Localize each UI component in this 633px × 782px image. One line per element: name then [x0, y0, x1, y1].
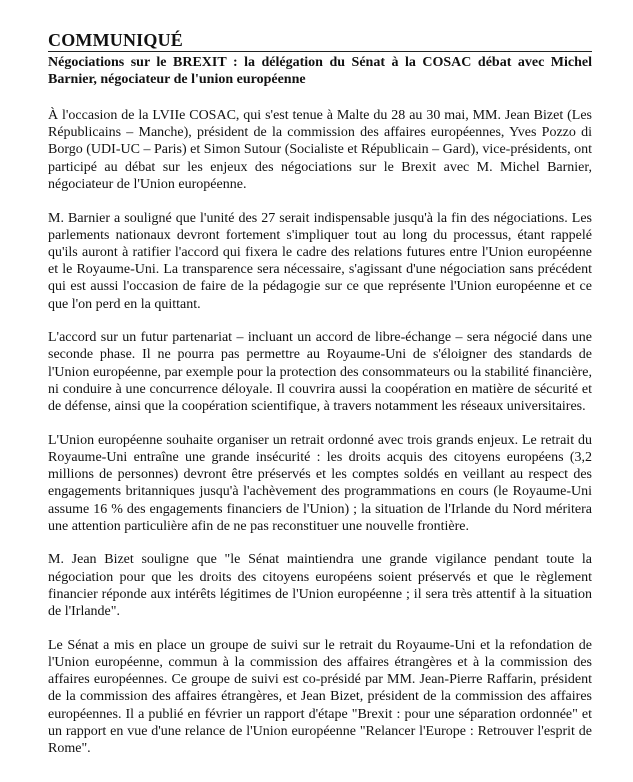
paragraph-follow-up-group: Le Sénat a mis en place un groupe de suivi sur le retrait du Royaume-Uni et la refondation de l'Union européenne, commun à la commission des affaires étrangères et à la commission des affaires européennes. Ce groupe de suivi est co-présidé par MM. Jean-Pierre Raffarin, président de la commission des affaires étrangères, et Jean Bizet, président de la commission des affaires européennes. Il a publié en février un rapport d'étape "Brexit : pour une séparation ordonnée" et un rapport en vue d'une relance de l'Union européenne "Relancer l'Europe : Retrouver l'esprit de Rome".: [48, 637, 592, 756]
document-body: [48, 107, 592, 757]
paragraph-barnier-unity: M. Barnier a souligné que l'unité des 27 serait indispensable jusqu'à la fin des négociations. Les parlements nationaux devront fortement s'impliquer tout au long du processus, étant rappelé qu'ils auront à ratifier l'accord qui fixera le cadre des relations futures entre l'Union européenne et le Royaume-Uni. La transparence sera nécessaire, s'agissant d'une négociation sans précédent qui est aussi l'occasion de faire de la pédagogie sur ce que représente l'Union européenne et ce que l'on perd en la quittant.: [48, 210, 592, 312]
press-release-page: [48, 30, 592, 774]
title-underline: [48, 51, 592, 52]
document-subtitle: Négociations sur le BREXIT : la délégation du Sénat à la COSAC débat avec Michel Barnier, négociateur de l'union européenne: [48, 55, 592, 87]
paragraph-cosac-intro: À l'occasion de la LVIIe COSAC, qui s'est tenue à Malte du 28 au 30 mai, MM. Jean Bizet (Les Républicains – Manche), président de la commission des affaires européennes, Yves Pozzo di Borgo (UDI-UC – Paris) et Simon Sutour (Socialiste et Républicain – Gard), vice-présidents, ont participé au débat sur les enjeux des négociations sur le Brexit avec M. Michel Barnier, négociateur de l'Union européenne.: [48, 108, 592, 192]
paragraph-bizet-quote: M. Jean Bizet souligne que "le Sénat maintiendra une grande vigilance pendant toute la négociation pour que les droits des citoyens européens soient préservés et que le règlement financier réponde aux intérêts légitimes de l'Union européenne ; il sera très attentif à la situation de l'Irlande".: [48, 552, 592, 620]
document-title: COMMUNIQUÉ: [48, 30, 183, 50]
paragraph-orderly-withdrawal: L'Union européenne souhaite organiser un retrait ordonné avec trois grands enjeux. Le retrait du Royaume-Uni entraîne une grande insécurité : les droits acquis des citoyens européens (3,2 millions de personnes) devront être préservés et les comptes soldés en veillant au respect des engagements britanniques jusqu'à l'achèvement des programmations en cours (le Royaume-Uni assume 16 % des engagements financiers de l'Union) ; la situation de l'Irlande du Nord méritera une attention particulière afin de ne pas reconstituer une nouvelle frontière.: [48, 432, 592, 534]
paragraph-future-partnership: L'accord sur un futur partenariat – incluant un accord de libre-échange – sera négocié dans une seconde phase. Il ne pourra pas permettre au Royaume-Uni de s'éloigner des standards de l'Union européenne, par exemple pour la protection des consommateurs ou la stabilité financière, ni conduire à une concurrence déloyale. Il couvrira aussi la coopération en matière de sécurité et de défense, ainsi que la coopération scientifique, à travers notamment les réseaux universitaires.: [48, 330, 592, 415]
